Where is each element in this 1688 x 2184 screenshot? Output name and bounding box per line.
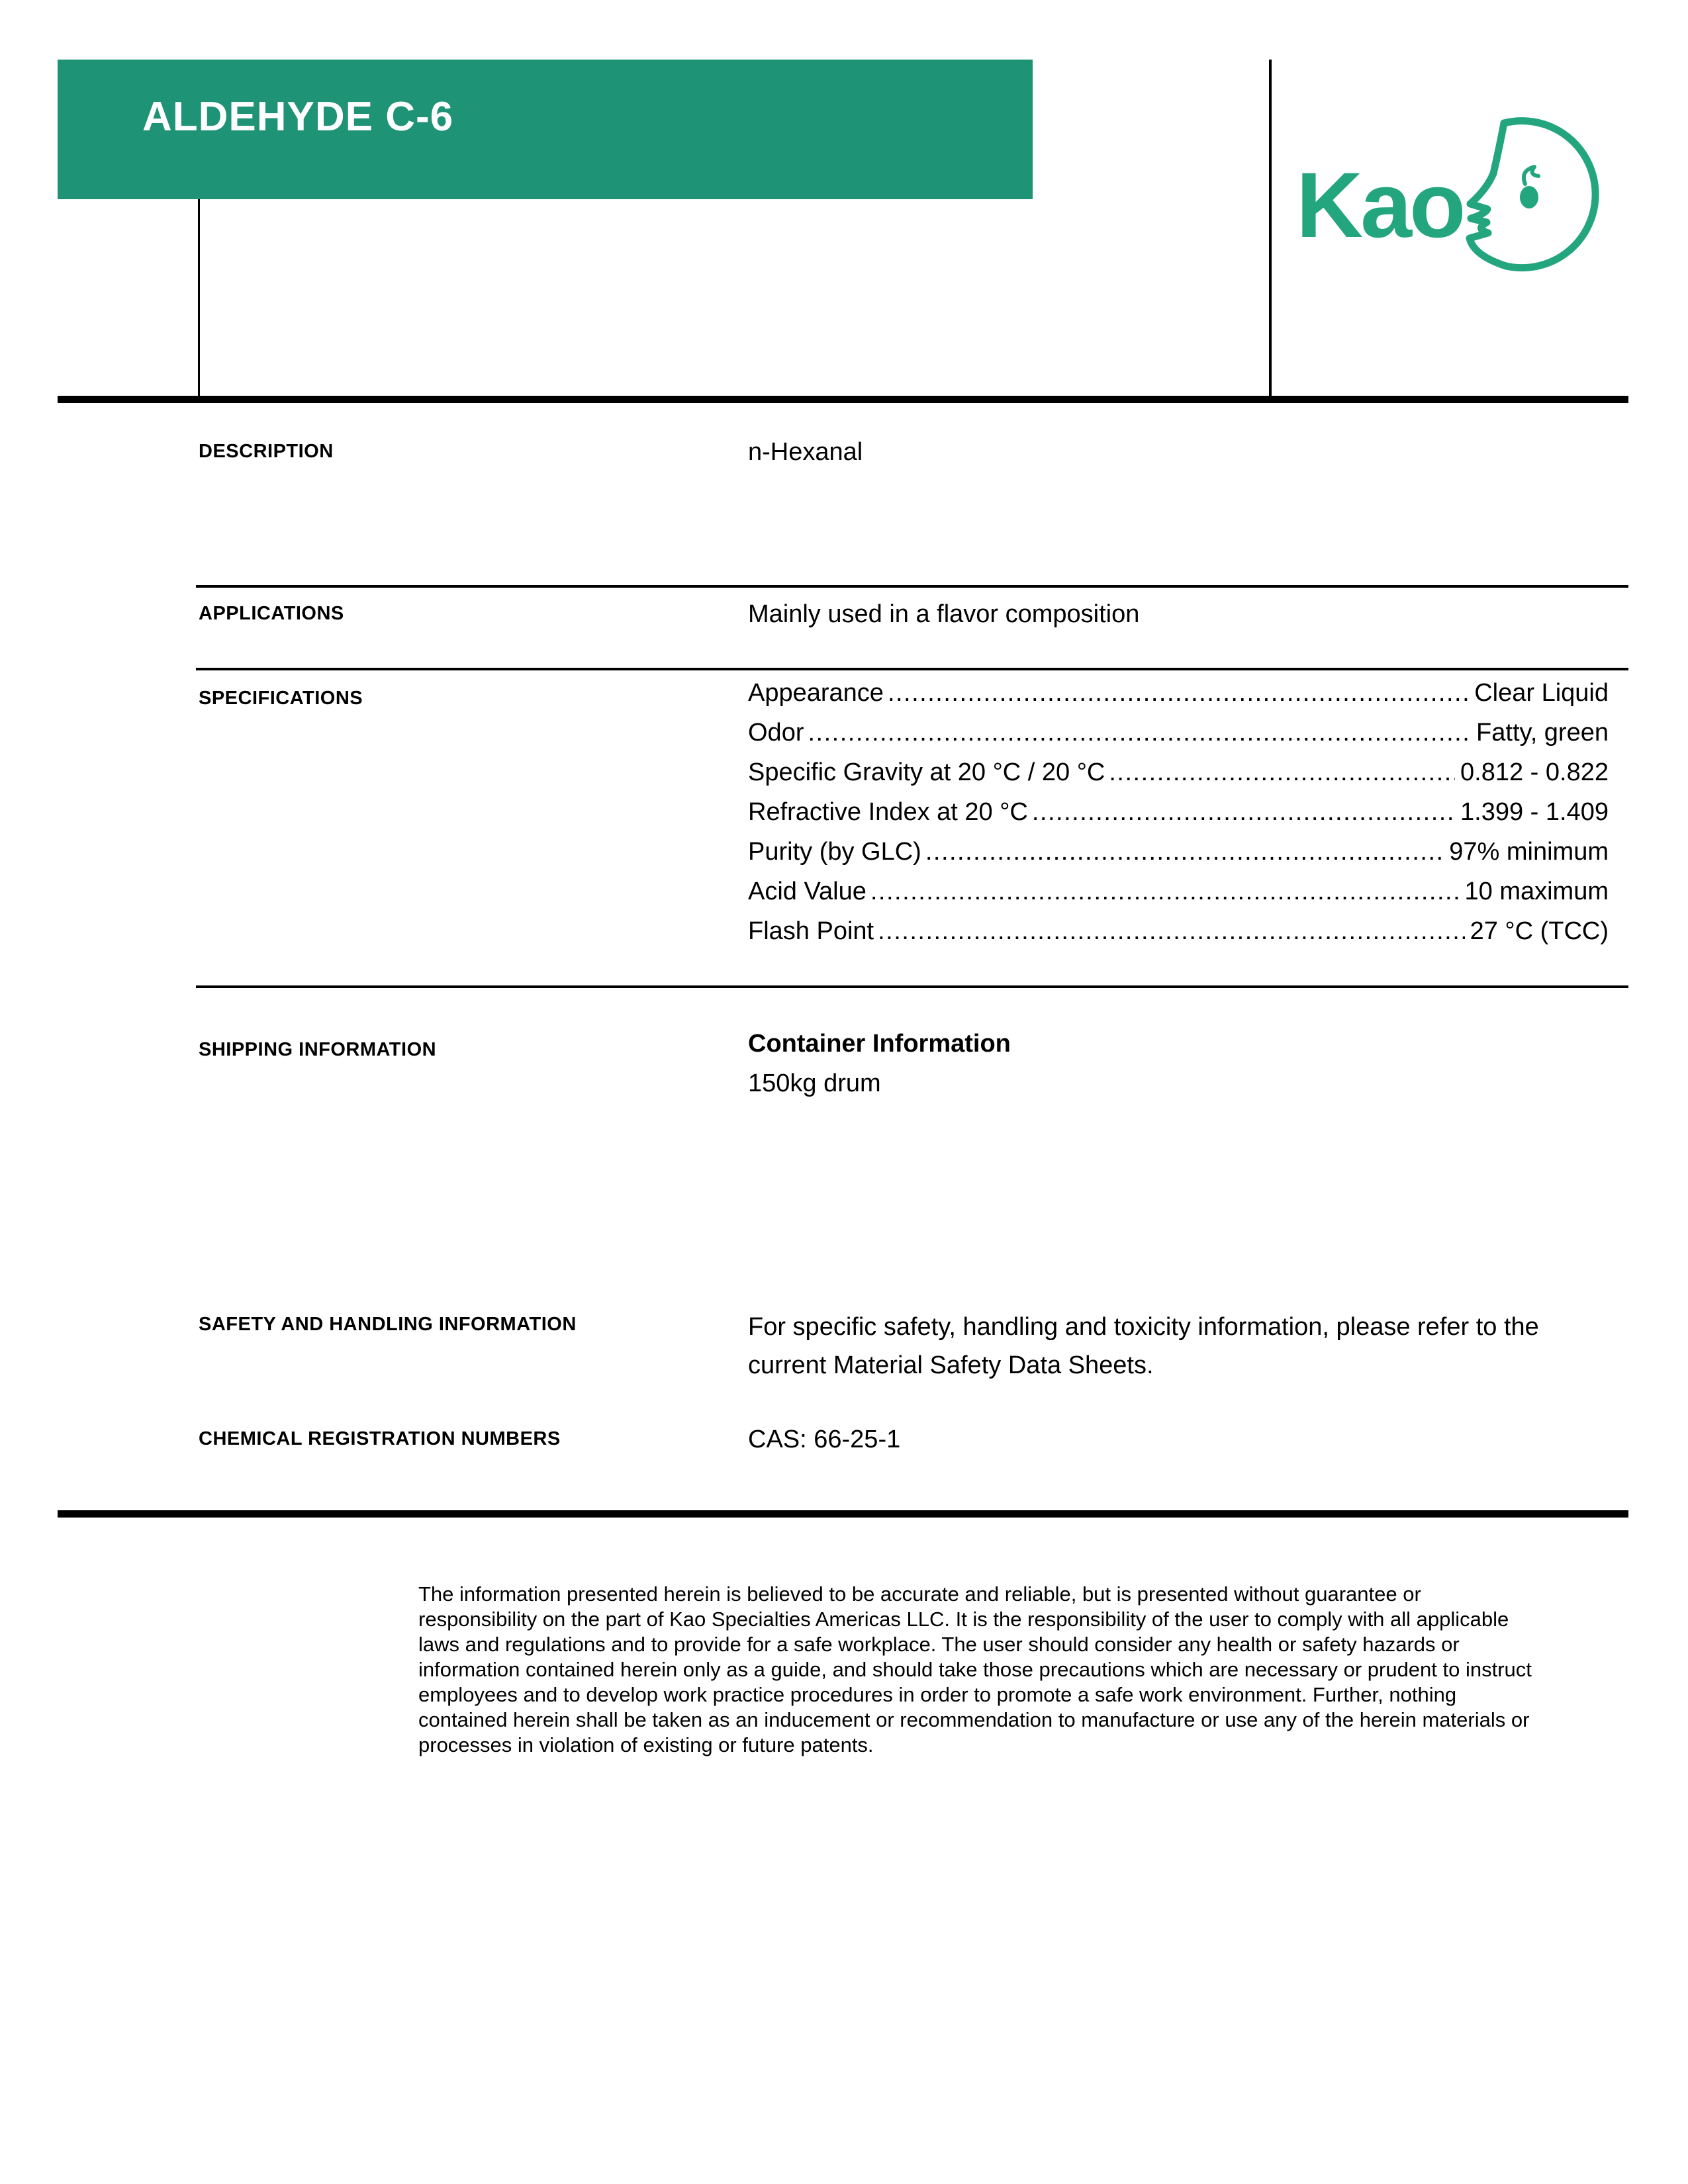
- dot-leader: [878, 911, 1464, 951]
- divider-thin-specifications: [196, 668, 1628, 670]
- dot-leader: [1109, 752, 1455, 792]
- moon-eye-icon: [1520, 186, 1538, 208]
- spec-value: 97% minimum: [1449, 838, 1609, 866]
- footer-line: processes in violation of existing or future patents.: [418, 1733, 874, 1756]
- kao-logo-text: Kao: [1296, 153, 1464, 257]
- spec-row-flash-point: [748, 911, 1609, 951]
- footer-line: information contained herein only as a guide, and should take those precautions which are necessary or prudent to instruct: [418, 1658, 1532, 1681]
- crescent-moon-face-icon: [1470, 121, 1595, 268]
- spec-value: 0.812 - 0.822: [1460, 758, 1609, 786]
- kao-logo: [1278, 93, 1609, 311]
- shipping-detail: 150kg drum: [748, 1069, 881, 1097]
- title-banner: [58, 60, 1033, 199]
- chemical-registration-label: CHEMICAL REGISTRATION NUMBERS: [199, 1428, 561, 1449]
- spec-value: Clear Liquid: [1474, 679, 1609, 707]
- divider-thin-applications: [196, 585, 1628, 588]
- safety-label: SAFETY AND HANDLING INFORMATION: [199, 1314, 577, 1335]
- footer-line: contained herein shall be taken as an inducement or recommendation to manufacture or use any of the herein materials or: [418, 1708, 1530, 1731]
- specifications-list: [748, 673, 1609, 951]
- applications-value: Mainly used in a flavor composition: [748, 600, 1140, 628]
- dot-leader: [870, 872, 1460, 911]
- spec-row-refractive-index: [748, 792, 1609, 832]
- spec-value: 1.399 - 1.409: [1460, 798, 1609, 826]
- dot-leader: [808, 713, 1471, 752]
- spec-name: Specific Gravity at 20 °C / 20 °C: [748, 758, 1105, 786]
- shipping-label: SHIPPING INFORMATION: [199, 1039, 437, 1060]
- applications-label: APPLICATIONS: [199, 603, 344, 624]
- safety-text-line: current Material Safety Data Sheets.: [748, 1351, 1154, 1379]
- spec-row-purity: [748, 832, 1609, 872]
- header-vertical-divider-left: [198, 199, 200, 396]
- safety-text-line: For specific safety, handling and toxicity information, please refer to the: [748, 1313, 1539, 1341]
- shipping-heading: Container Information: [748, 1030, 1011, 1058]
- dot-leader: [1032, 792, 1455, 832]
- specifications-label: SPECIFICATIONS: [199, 688, 363, 709]
- footer-line: The information presented herein is believed to be accurate and reliable, but is presented without guarantee or: [418, 1582, 1421, 1606]
- spec-name: Odor: [748, 719, 804, 747]
- dot-leader: [888, 673, 1469, 713]
- footer-line: laws and regulations and to provide for a safe workplace. The user should consider any health or safety hazards or: [418, 1633, 1460, 1656]
- moon-eyelash-icon: [1524, 167, 1538, 184]
- chemical-registration-value: CAS: 66-25-1: [748, 1426, 901, 1453]
- divider-thick-bottom: [58, 1510, 1628, 1518]
- footer-disclaimer: [418, 1582, 1643, 1758]
- divider-thick-top: [58, 396, 1628, 403]
- footer-line: employees and to develop work practice procedures in order to promote a safe work environment. Further, nothing: [418, 1683, 1457, 1706]
- spec-row-appearance: [748, 673, 1609, 713]
- spec-name: Purity (by GLC): [748, 838, 921, 866]
- spec-name: Appearance: [748, 679, 884, 707]
- spec-row-acid-value: [748, 872, 1609, 911]
- dot-leader: [925, 832, 1444, 872]
- spec-name: Flash Point: [748, 917, 874, 945]
- spec-value: Fatty, green: [1476, 719, 1609, 747]
- spec-value: 10 maximum: [1464, 878, 1609, 905]
- footer-line: responsibility on the part of Kao Specialties Americas LLC. It is the responsibility of the user to comply with all applicable: [418, 1608, 1509, 1631]
- description-label: DESCRIPTION: [199, 441, 334, 462]
- spec-value: 27 °C (TCC): [1470, 917, 1609, 945]
- spec-row-specific-gravity: [748, 752, 1609, 792]
- safety-text: [748, 1308, 1539, 1385]
- spec-name: Acid Value: [748, 878, 867, 905]
- header-vertical-divider-right: [1269, 60, 1272, 396]
- spec-name: Refractive Index at 20 °C: [748, 798, 1028, 826]
- description-value: n-Hexanal: [748, 438, 863, 466]
- spec-row-odor: [748, 713, 1609, 752]
- divider-thin-shipping: [196, 985, 1628, 988]
- product-title: ALDEHYDE C-6: [142, 94, 454, 140]
